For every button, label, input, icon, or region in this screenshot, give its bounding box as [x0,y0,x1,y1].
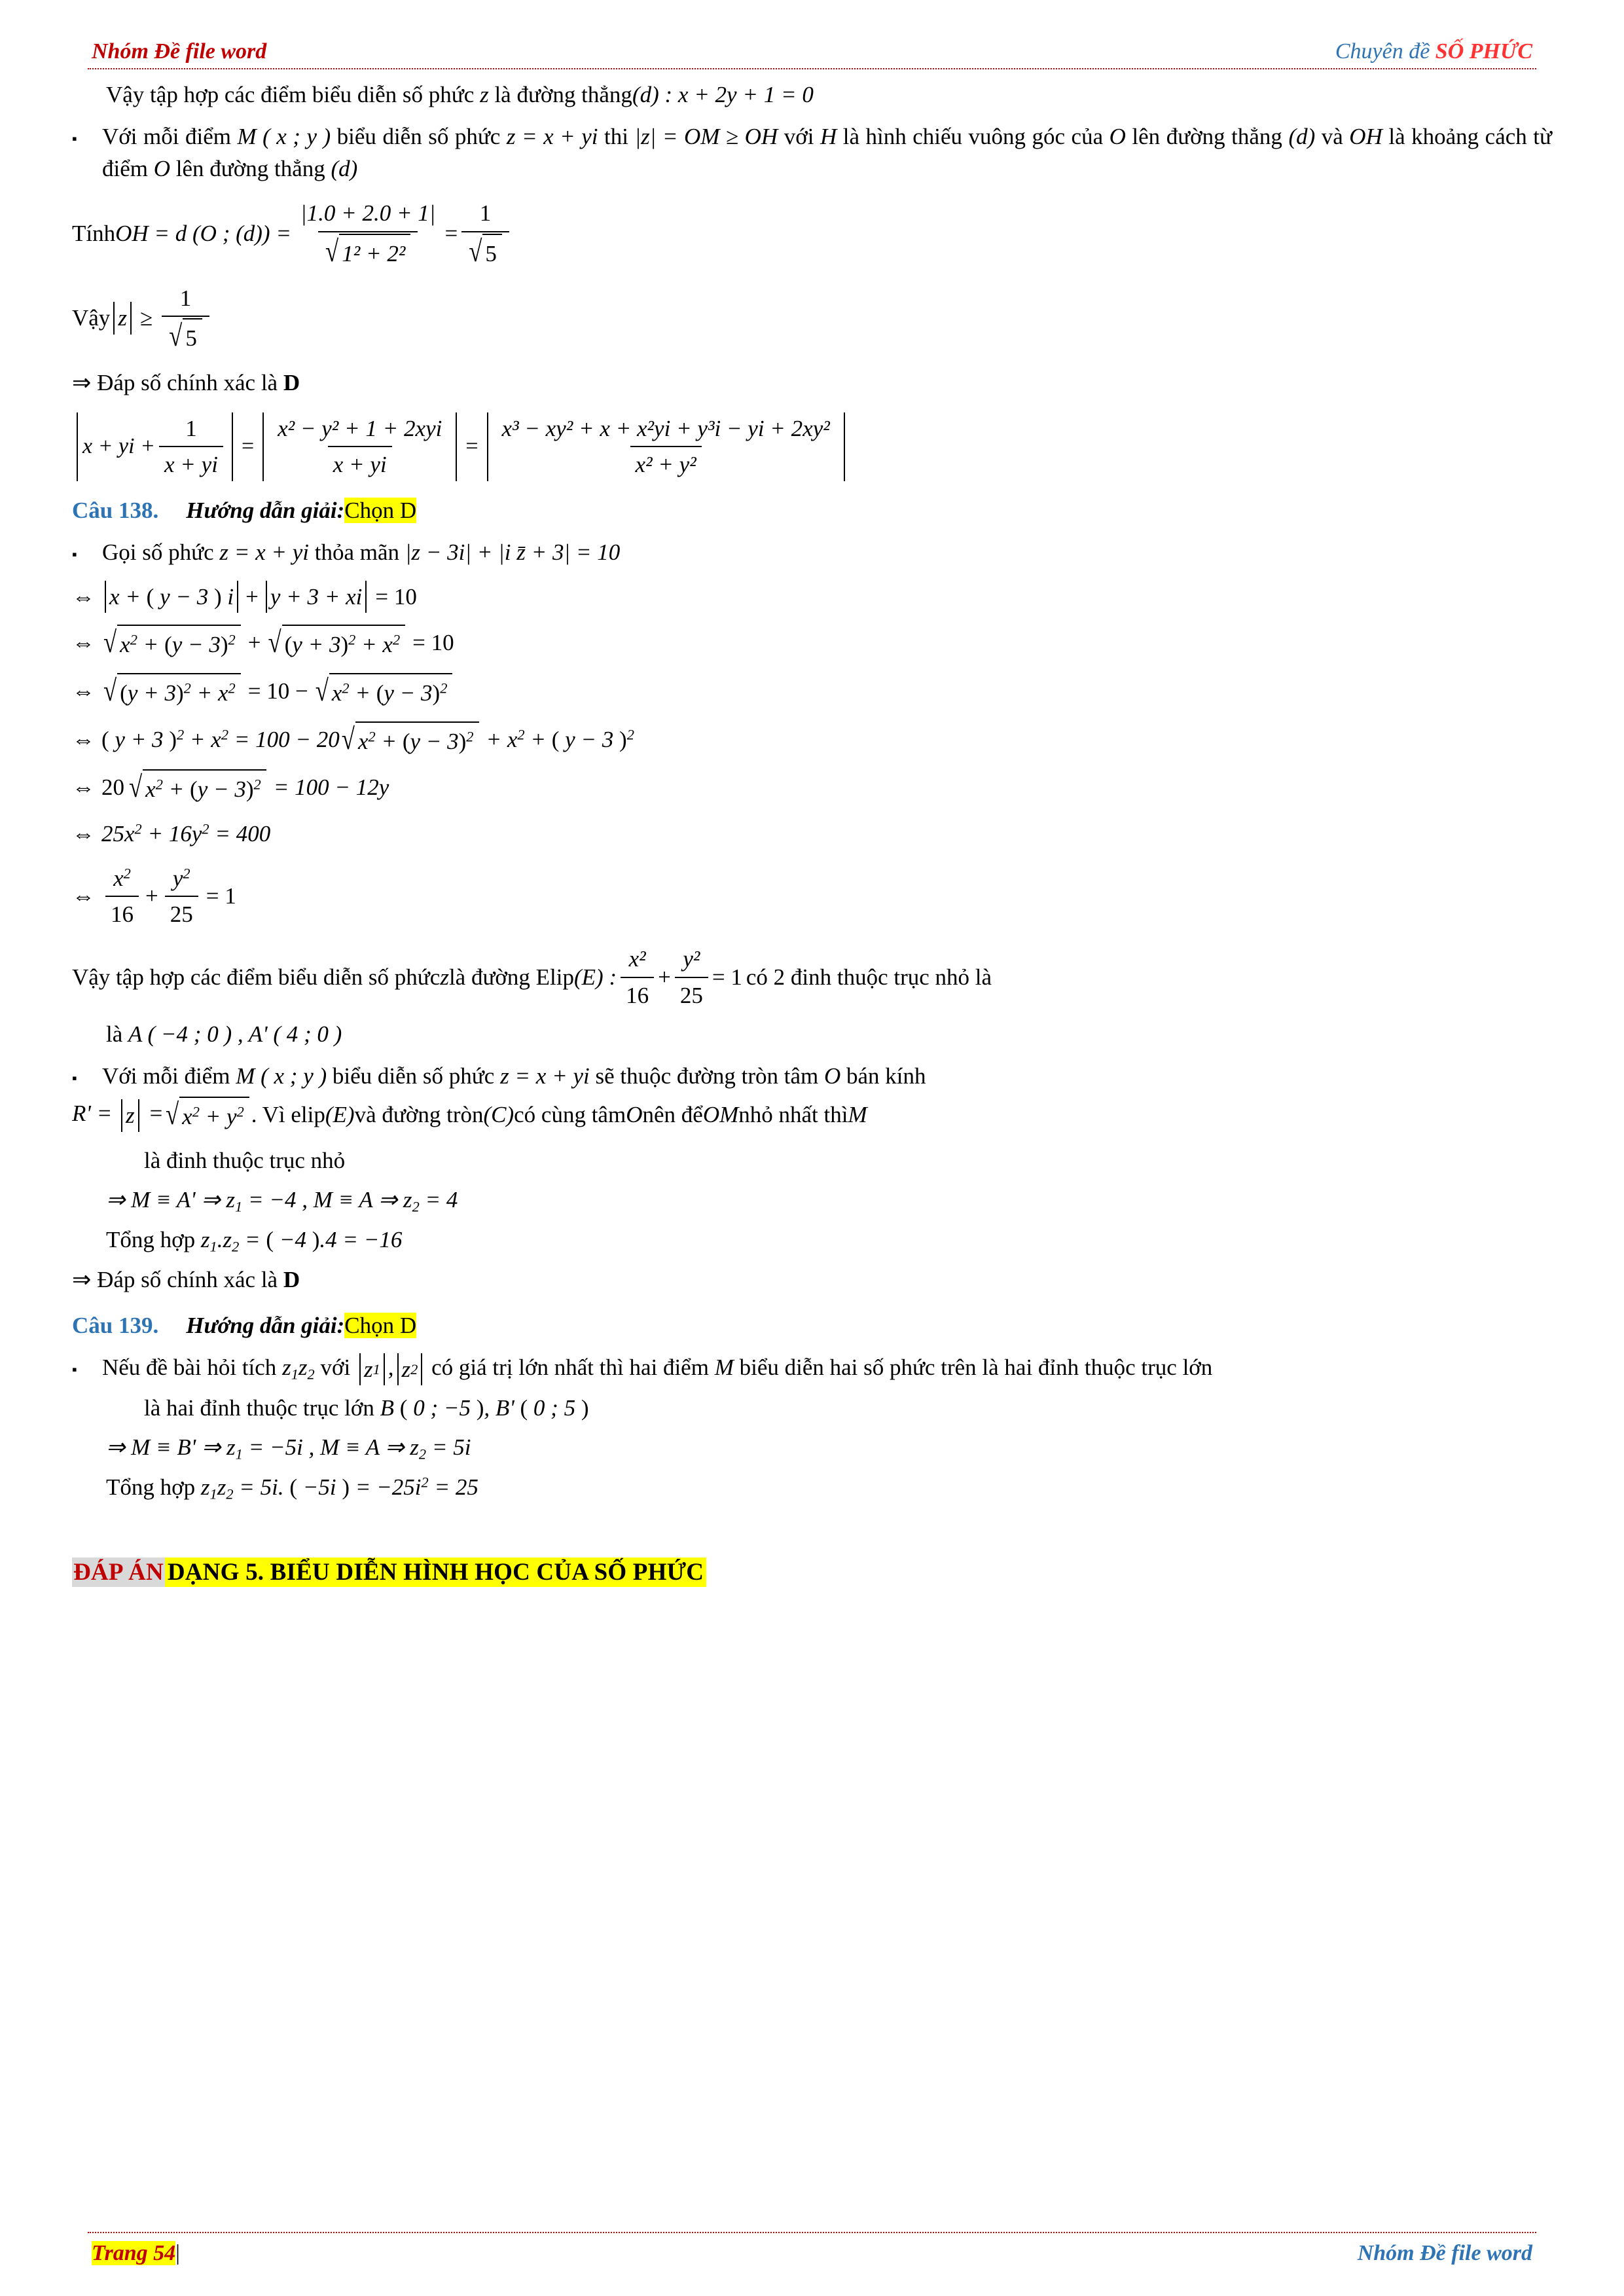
abs-z-content: z [118,305,127,331]
c138b2-t2: biểu diễn số phức [327,1063,501,1089]
abs-group-mid [258,412,461,481]
step-138-3 [72,673,1552,710]
answer-line-2 [72,1264,1552,1296]
step-138-4 [72,721,1552,758]
vay-z-label: Vậy [72,305,111,331]
abs-term-2 [262,581,370,613]
abs-bar-right [421,1353,422,1386]
choice-highlight-139: Chọn D [344,1312,417,1338]
square-bullet-icon: ▪ [72,545,77,562]
bullet-item-139 [72,1351,1552,1386]
bullet-139-body [102,1351,1552,1386]
iff-icon: ⇔ [72,583,95,610]
sqrt-icon [325,234,410,270]
c138b2-t9: nhỏ nhất thì [738,1101,848,1127]
concl-t1: Vậy tập hợp các điểm biểu diễn số phức [72,964,441,990]
absolute-value-z [110,302,135,335]
c139-vertices-prefix: là hai đỉnh thuộc trục lớn [144,1395,380,1421]
b1-t2: biểu diễn số phức [331,123,507,149]
oh-result-den [461,231,509,270]
fraction-big-right [497,412,835,481]
tong-138-expr: $z_1.z_2$ = ( −4 ).4 = −16 [200,1227,403,1255]
bullet-138-body [102,536,1552,569]
question-number-139: Câu 139. [72,1312,159,1338]
equals-10: = 10 [412,630,454,656]
sqrt-icon [169,318,202,355]
answer-text-2: Đáp số chính xác là [91,1267,283,1293]
banner-dapan-label: ĐÁP ÁN [73,1559,164,1586]
abs-bar-right [844,412,845,481]
guide-label-139: Hướng dẫn giải: [186,1312,345,1338]
coefficient-20: 20 [101,774,124,801]
oh-radicand: 1² + 2² [339,234,410,270]
abs-bar-left [105,581,106,613]
choice-highlight-138: Chọn D [344,498,417,524]
iff-icon: ⇔ [72,678,95,704]
b1-t1: Với mỗi điểm [102,123,238,149]
step5-right: = 100 − 12y [273,774,389,801]
radical-sign: √ [268,625,281,659]
abs-term-1 [101,581,242,613]
conclusion-138-second-line [106,1018,1552,1051]
radical-sign: √ [315,674,329,708]
radicand-6: $x^2 + (y - 3)^2$ [143,769,266,806]
frac-y2-num: $y^2$ [172,864,190,891]
equation-big-expression [72,412,1552,481]
big-mid-den: x + yi [328,446,392,481]
b1-m5: O [1109,123,1126,149]
concl-frac2-den: 25 [675,977,708,1012]
equation-tinh-oh [72,197,1552,270]
fraction-big-left [159,412,223,481]
b1-t4: với [778,123,820,149]
sqrt-icon [129,769,266,806]
concl-t4: có 2 đinh thuộc trục nhỏ là [746,964,992,990]
bullet-item-138 [72,536,1552,569]
c138b2-t4: bán kính [840,1063,926,1089]
b1-t7: và [1315,123,1350,149]
c138-t2: thỏa mãn [309,539,405,565]
c138b2-t10: là đinh thuộc trục nhỏ [144,1148,346,1174]
header-right-suffix: SỐ PHỨC [1435,39,1532,64]
c139-m3: M [714,1354,734,1380]
concl-m1: z [440,964,449,990]
sqrt-icon [103,673,241,710]
oh-denominator [318,231,418,270]
abs-bar-right [384,1353,385,1386]
b1-t8: là khoảng cách từ điểm [102,123,1552,182]
concl-frac1-den: 16 [621,977,654,1012]
conclusion-138 [72,943,1552,1011]
bullet-138-2-body [102,1060,1552,1093]
equals-sign: = 10 − [247,678,308,704]
paragraph-set-of-points [106,79,1552,111]
bullet-item-1 [72,120,1552,185]
header-left-text: Nhóm Đề file word [92,39,267,64]
sqrt-icon [268,625,405,661]
abs-bar-left [487,412,488,481]
line-138-tong [106,1224,1552,1257]
oh-numerator: |1.0 + 2.0 + 1| [300,200,436,227]
bullet-138-2-line3 [144,1144,1552,1177]
b1-m6: (d) [1288,123,1316,149]
b1-m8: O [153,156,171,182]
concl-frac1-num: x² [628,946,646,972]
b1-m9: (d) [331,156,358,182]
abs-bar-right [130,302,132,335]
tinh-label: Tính [72,220,116,246]
fraction-concl-1 [621,943,654,1011]
answer-letter-1: D [283,370,300,396]
c138b2-t3: sẽ thuộc đường tròn tâm [589,1063,824,1089]
step-138-7 [72,862,1552,931]
step-138-5 [72,769,1552,806]
equals-10: = 10 [375,583,417,610]
c138b2-t8: nên để [642,1101,703,1127]
question-number-138: Câu 138. [72,498,159,524]
abs-bar-right [456,412,457,481]
big-right-den: x² + y² [630,446,702,481]
page-footer [72,2232,1552,2266]
radical-sign: √ [469,234,482,268]
document-body [72,79,1552,1590]
step-138-2 [72,625,1552,661]
step4-left: ( y + 3 )$^2 + x^2 = 100 - 20$ [101,725,340,752]
line-139-mm [106,1431,1552,1465]
fraction-concl-2 [675,943,708,1011]
abs-bar-right [232,412,233,481]
abs-bar-left [397,1353,399,1386]
abs-bar-left [359,1353,361,1386]
oh-result-radicand: 5 [482,234,502,270]
vay-z-den [162,316,209,355]
footer-divider [88,2232,1536,2233]
abs-1-content: x + ( y − 3 ) i [109,583,234,610]
line-138-mm [106,1184,1552,1217]
answer-section-banner [72,1556,1552,1590]
sqrt-icon [316,673,453,710]
c139-t4: biểu diễn hai số phức trên là hai đỉnh thuộc trục lớn [733,1354,1213,1380]
c138b2-m1: M ( x ; y ) [236,1063,327,1089]
question-heading-139 [72,1309,1552,1342]
fraction-big-mid [272,412,447,481]
guide-label-138: Hướng dẫn giải: [186,498,345,524]
radicand-4: $x^2 + (y - 3)^2$ [329,673,453,710]
abs-bar-left [262,412,264,481]
c138b2-m9: M [848,1101,867,1127]
set-of-points-var: z [480,82,489,107]
frac-16-den: 16 [105,896,139,931]
concl-frac2-num: y² [683,946,700,972]
concl-t2: là đường Elip [448,964,575,990]
plus-icon: + [658,964,671,990]
c138b2-m6: (C) [483,1101,514,1127]
iff-icon: ⇔ [72,820,95,847]
equals-sign-3: = [465,434,478,459]
abs-bar-left [77,412,78,481]
plus-icon: + [247,630,261,656]
c138b2-t6: và đường tròn [354,1101,484,1127]
fraction-oh-result [461,197,509,270]
big-left-expr: x + yi + [82,434,156,459]
abs-bar-left [113,302,115,335]
radical-sign: √ [341,721,355,756]
vay-z-radicand: 5 [183,318,202,355]
page-header [72,39,1552,68]
fraction-vay-z [162,282,209,355]
abs-group-right [482,412,850,481]
radical-sign: √ [165,1097,179,1131]
square-bullet-icon: ▪ [72,1070,77,1087]
radical-sign: √ [325,234,339,268]
oh-result-num: 1 [479,200,492,227]
c138b2-m2: z = x + yi [500,1063,590,1089]
question-heading-138 [72,494,1552,527]
sqrt-icon [103,625,241,661]
concl-vertices-prefix: là [106,1021,129,1048]
equals-one: = 1 [206,883,236,909]
footer-separator: | [175,2241,180,2265]
frac-25-den: 25 [165,896,198,931]
tong-138-label: Tổng hợp [106,1227,201,1253]
mm-139-expr: ⇒ M ≡ B' ⇒ $z_1 = -5i$ , M ≡ A ⇒ $z_2 = 5i$ [106,1434,471,1463]
set-of-points-mid: là đường thẳng [488,82,632,107]
step6-expr: $25x^2 + 16y^2 = 400$ [101,820,271,847]
radical-sign: √ [129,770,143,804]
footer-row [72,2241,1552,2266]
concl-m2: (E) : [574,964,617,990]
abs-group-left [72,412,238,481]
line-139-tong [106,1471,1552,1504]
radical-sign: √ [169,319,183,353]
c139-t3: có giá trị lớn nhất thì hai điểm [425,1354,715,1380]
b1-t6: lên đường thẳng [1125,123,1289,149]
b1-t5: là hình chiếu vuông góc của [837,123,1110,149]
iff-icon: ⇔ [72,630,95,656]
radius-radicand: $x^2 + y^2$ [179,1097,249,1133]
tong-139-expr: $z_1z_2 = 5i$. ( −5i ) = $-25i^2 = 25$ [200,1474,478,1503]
tong-139-label: Tổng hợp [106,1474,201,1501]
step-138-6 [72,818,1552,850]
abs-bar-right [237,581,238,613]
radical-sign: √ [103,674,117,708]
abs-2-content: y + 3 + xi [270,583,363,610]
sqrt-icon [469,234,502,270]
abs-bar-right [138,1099,139,1132]
c138b2-t5: . Vì elip [251,1101,325,1127]
answer-line-1 [72,367,1552,399]
set-of-points-equation: (d) : x + 2y + 1 = 0 [632,82,814,107]
header-right-prefix: Chuyên đề [1335,39,1435,64]
radicand-5: $x^2 + (y - 3)^2$ [355,721,479,758]
big-left-num: 1 [185,415,197,441]
bullet-1-body [102,120,1552,185]
abs-bar-right [365,581,367,613]
b1-m2: z = x + yi [506,123,598,149]
frac-x2-num: $x^2$ [113,864,131,891]
b1-m3: |z| = OM ≥ OH [634,123,778,149]
iff-icon: ⇔ [72,883,95,909]
radicand-3: $(y + 3)^2 + x^2$ [117,673,241,710]
bullet-item-138-2 [72,1060,1552,1093]
iff-icon: ⇔ [72,774,95,801]
radicand-2: $(y + 3)^2 + x^2$ [282,625,406,661]
step4-right: + $x^2$ + ( y − 3 )$^2$ [486,725,634,752]
c139-t2: với [314,1354,356,1380]
square-bullet-icon: ▪ [72,130,77,147]
equals-sign-1: = [444,220,458,246]
equals-sign-2: = [241,434,255,459]
answer-text-1: Đáp số chính xác là [91,370,283,396]
big-mid-num: x² − y² + 1 + 2xyi [278,415,442,441]
concl-m3: A ( −4 ; 0 ) , A' ( 4 ; 0 ) [128,1021,342,1048]
c139-t1: Nếu đề bài hỏi tích [102,1354,283,1380]
abs-bar-left [121,1099,122,1132]
b1-t9: lên đường thẳng [170,156,331,182]
plus-icon: + [245,583,259,610]
equation-vay-z [72,282,1552,355]
c138-m1: z = x + yi [219,539,310,565]
relation-sign: ≥ [139,305,153,331]
b1-m7: OH [1349,123,1382,149]
vay-z-num: 1 [179,285,192,311]
arrow-icon: ⇒ [72,370,92,396]
sqrt-icon [166,1097,249,1133]
c138b2-m8: OM [702,1101,739,1127]
banner-dang-label: DẠNG 5. BIỂU DIỄN HÌNH HỌC CỦA SỐ PHỨC [165,1558,706,1587]
c139-m2: z 1 , z 2 [356,1355,425,1380]
footer-left [92,2241,180,2266]
header-divider [88,68,1536,69]
b1-t3: thi [598,123,635,149]
bullet-138-2-line2 [72,1097,1552,1133]
c138b2-t1: Với mỗi điểm [102,1063,236,1089]
footer-page-label: Trang 54 [92,2241,176,2265]
fraction-y2-25 [165,862,198,931]
b1-m1: M ( x ; y ) [237,123,331,149]
step-138-1 [72,581,1552,613]
abs-bar-left [266,581,267,613]
c138b2-m3: O [823,1063,841,1089]
c138b2-m5: (E) [325,1101,355,1127]
header-right-text [1335,39,1532,64]
c139-m1: $z_1z_2$ [282,1354,315,1382]
fraction-oh [295,197,441,270]
tinh-expr-head: OH = d (O ; (d)) = [115,220,291,246]
c138b2-t7: có cùng tâm [514,1101,626,1127]
c138-m2: |z − 3i| + |i z̄ + 3| = 10 [405,539,621,565]
big-right-num: x³ − xy² + x + x²yi + y³i − yi + 2xy² [501,415,830,441]
sqrt-icon [342,721,479,758]
arrow-icon: ⇒ [72,1267,92,1293]
radical-sign: √ [103,625,117,659]
c138-t1: Gọi số phức [102,539,220,565]
big-left-den: x + yi [159,446,223,481]
square-bullet-icon: ▪ [72,1360,77,1377]
footer-right: Nhóm Đề file word [1357,2241,1532,2265]
b1-m4: H [820,123,837,149]
c138b2-m7: O [626,1101,643,1127]
c139-m4: B ( 0 ; −5 ), B' ( 0 ; 5 ) [380,1395,589,1421]
mm-138-expr: ⇒ M ≡ A' ⇒ $z_1 = -4$ , M ≡ A ⇒ $z_2 = 4$ [106,1187,458,1215]
plus-icon: + [145,883,158,909]
fraction-x2-16 [105,862,139,931]
answer-letter-2: D [283,1267,300,1293]
iff-icon: ⇔ [72,726,95,752]
set-of-points-pre: Vậy tập hợp các điểm biểu diễn số phức [106,82,480,107]
radius-expr: R' = z = [72,1097,164,1132]
bullet-139-line2 [144,1392,1552,1425]
concl-t3: = 1 [712,964,742,990]
radicand-1: $x^2 + (y - 3)^2$ [117,625,241,661]
